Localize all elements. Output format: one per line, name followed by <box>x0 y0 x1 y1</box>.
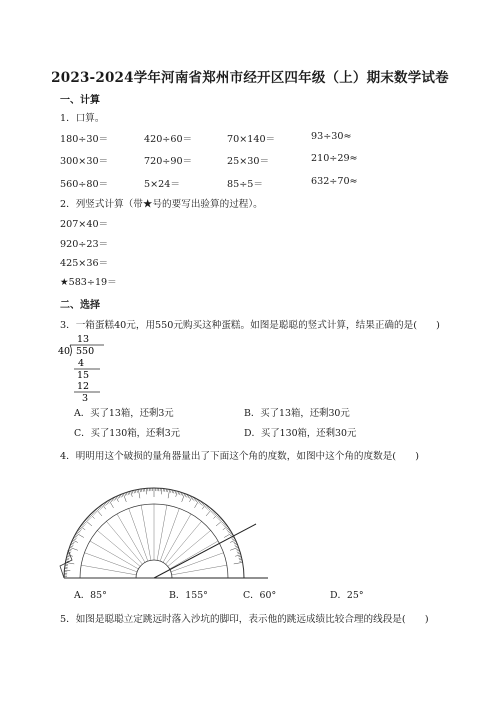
division-dividend: 550 <box>76 346 95 357</box>
q2-item: 425×36＝ <box>60 258 109 269</box>
protractor-radial-line <box>84 553 137 572</box>
q1-item: 5×24＝ <box>144 179 180 190</box>
protractor-tick <box>69 547 77 550</box>
broken-protractor-figure <box>58 470 270 582</box>
section-heading-choice: 二、选择 <box>60 300 100 311</box>
section-heading-calc: 一、计算 <box>60 95 100 106</box>
protractor-radial-line <box>81 565 136 575</box>
protractor-tick <box>182 493 185 501</box>
protractor-tick <box>102 504 105 509</box>
protractor-radial-line <box>170 541 218 569</box>
division-remainder: 3 <box>82 393 89 402</box>
q1-item: 720÷90＝ <box>144 156 193 167</box>
protractor-tick <box>202 504 205 509</box>
protractor-radial-line <box>90 541 138 569</box>
protractor-tick <box>131 491 133 497</box>
protractor-radial-line <box>141 505 151 560</box>
division-divisor: 40 <box>58 346 71 357</box>
q1-item: 210÷29≈ <box>311 153 358 164</box>
protractor-radial-line <box>172 565 227 575</box>
q3-option-b[interactable]: B．买了13箱，还剩30元 <box>244 408 350 419</box>
division-step1: 4 <box>78 358 85 369</box>
q2-item: 920÷23＝ <box>60 239 109 250</box>
protractor-tick <box>123 493 126 501</box>
q3-text: 3．一箱蛋糕40元，用550元购买这种蛋糕。如图是聪聪的竖式计算，结果正确的是( ) <box>60 320 440 331</box>
q4-option-b[interactable]: B．155° <box>169 590 208 601</box>
q2-item-starred: ★583÷19＝ <box>60 277 117 288</box>
q3-option-d[interactable]: D．买了130箱，还剩30元 <box>244 428 357 439</box>
q1-item: 85÷5＝ <box>227 179 263 190</box>
q4-option-c[interactable]: C．60° <box>243 590 277 601</box>
q1-item: 300×30＝ <box>60 156 109 167</box>
q4-text: 4．明明用这个破损的量角器量出了下面这个角的度数，如图中这个角的度数是( ) <box>60 451 419 462</box>
protractor-tick <box>230 547 238 550</box>
protractor-radial-line <box>157 505 167 560</box>
q2-item: 207×40＝ <box>60 219 109 230</box>
protractor-tick <box>213 514 217 518</box>
q1-item: 25×30＝ <box>227 156 270 167</box>
protractor-tick <box>234 562 243 564</box>
q4-option-d[interactable]: D．25° <box>330 590 364 601</box>
angle-ray-2 <box>154 524 256 578</box>
q3-option-c[interactable]: C．买了130箱，还剩3元 <box>74 428 181 439</box>
protractor-tick <box>146 488 147 494</box>
protractor-radial-line <box>129 508 148 561</box>
protractor-tick <box>138 489 140 498</box>
q2-label: 2．列竖式计算（带★号的要写出验算的过程）。 <box>60 199 263 210</box>
protractor-tick <box>90 514 94 518</box>
protractor-radial-line <box>117 514 145 562</box>
q1-item: 420÷60＝ <box>144 134 193 145</box>
protractor-tick <box>176 491 178 497</box>
q1-item: 180÷30＝ <box>60 134 109 145</box>
q1-item: 70×140＝ <box>227 134 276 145</box>
protractor-tick <box>235 555 241 557</box>
q3-option-a[interactable]: A．买了13箱，还剩3元 <box>74 408 174 419</box>
division-quotient: 13 <box>77 334 90 345</box>
protractor-scale <box>64 488 243 578</box>
division-step2: 15 <box>77 370 90 381</box>
protractor-tick <box>223 526 228 529</box>
q4-option-a[interactable]: A．85° <box>74 590 107 601</box>
q1-label: 1．口算。 <box>60 113 105 124</box>
protractor-tick <box>161 488 162 494</box>
protractor-tick <box>168 489 170 498</box>
q1-item: 93÷30≈ <box>311 131 352 142</box>
q1-item: 632÷70≈ <box>311 176 358 187</box>
protractor-tick <box>80 526 85 529</box>
long-division-figure <box>58 332 118 402</box>
protractor-radial-line <box>160 508 179 561</box>
q1-item: 560÷80＝ <box>60 179 109 190</box>
division-step3: 12 <box>77 381 90 392</box>
q5-text: 5．如图是聪聪立定跳远时落入沙坑的脚印，表示他的跳远成绩比较合理的线段是( ) <box>60 614 429 625</box>
protractor-radial-line <box>163 514 191 562</box>
protractor-tick <box>64 570 70 571</box>
page-title: 2023-2024学年河南省郑州市经开区四年级（上）期末数学试卷 <box>51 70 449 86</box>
